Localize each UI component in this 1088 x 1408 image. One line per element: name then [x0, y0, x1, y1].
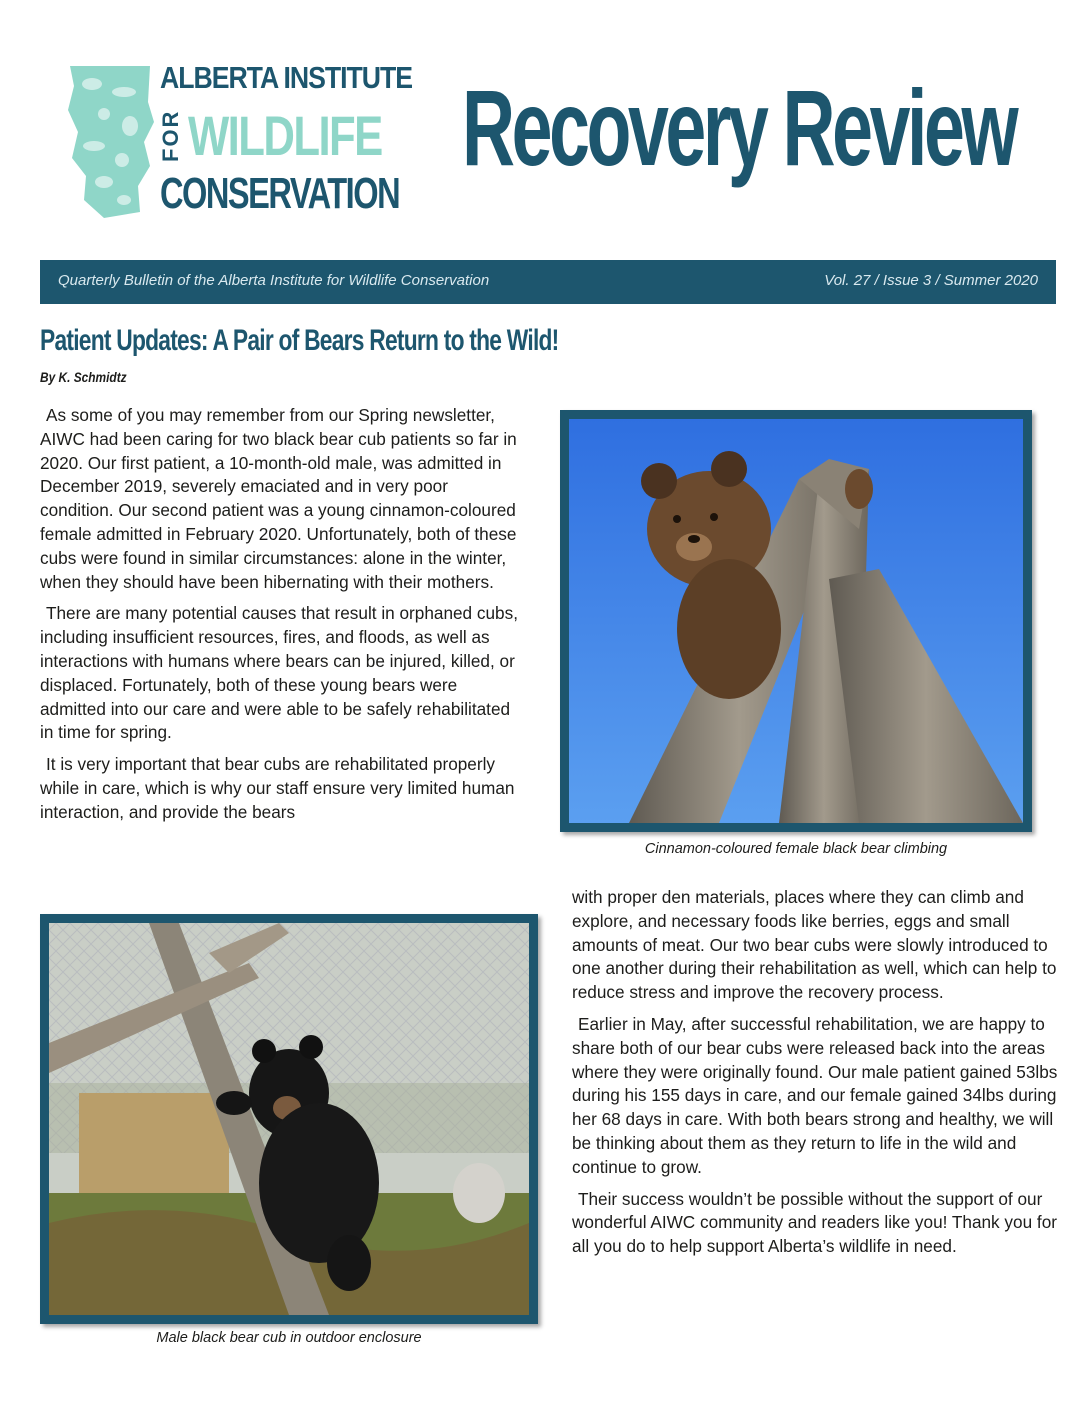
paragraph: There are many potential causes that result in orphaned cubs, including insufficient resources, fires, and floods, as well as interactions with humans where bears can be injured, killed, or displaced. Fortunately, both of these young bears were admitted into our care and were able to be safely rehabilitated in time for spring. [40, 603, 518, 743]
article-headline: Patient Updates: A Pair of Bears Return to the Wild! [40, 324, 559, 357]
article-byline: By K. Schmidtz [40, 369, 127, 385]
paragraph: with proper den materials, places where they can climb and explore, and necessary foods like berries, eggs and small amounts of meat. Our two bear cubs were slowly introduced to one another during their rehabilitation as well, which can help to reduce stress and improve the recovery process. [572, 887, 1057, 1003]
logo-wordmark [158, 60, 413, 220]
logo-for: FOR [158, 109, 183, 163]
masthead-title: Recovery Review [462, 67, 1016, 188]
article-column-left [40, 404, 524, 833]
bear-climbing-image [569, 419, 1023, 823]
photo1-caption: Cinnamon-coloured female black bear climbing [644, 841, 948, 857]
photo2-caption: Male black bear cub in outdoor enclosure [156, 1330, 422, 1346]
paragraph: Earlier in May, after successful rehabilitation, we are happy to share both of our bear cubs were released back into the areas where they were originally found. Our male patient gained 53lbs during his 155 days in care, and our female gained 34lbs during her 68 days in care. With both bears strong and healthy, we will be thinking about them as they return to life in the wild and continue to grow. [572, 1013, 1058, 1177]
logo-line-wildlife: WILDLIFE [188, 104, 382, 167]
paragraph: Their success wouldn’t be possible without the support of our wonderful AIWC community and readers like you! Thank you for all you do to help support Alberta’s wildlife in need. [572, 1188, 1057, 1257]
paragraph: As some of you may remember from our Spring newsletter, AIWC had been caring for two black bear cub patients so far in 2020. Our first patient, a 10-month-old male, was admitted in December 2019, severely emaciated and in very poor condition. Our second patient was a young cinnamon-coloured female admitted in February 2020. Unfortunately, both of these cubs were found in similar circumstances: alone in the winter, when they should have been hibernating with their mothers. [40, 405, 517, 592]
logo-line-alberta-institute: ALBERTA INSTITUTE [160, 60, 413, 95]
banner-issue-info: Vol. 27 / Issue 3 / Summer 2020 [824, 272, 1038, 289]
photo-male-bear-cub-enclosure [40, 914, 538, 1324]
logo-animal-silhouettes-icon [64, 62, 156, 220]
logo-line-conservation: CONSERVATION [160, 169, 400, 218]
banner-subtitle: Quarterly Bulletin of the Alberta Institute for Wildlife Conservation [58, 272, 490, 289]
article-column-right [572, 886, 1058, 1267]
photo-cinnamon-bear-climbing [560, 410, 1032, 832]
paragraph: It is very important that bear cubs are rehabilitated properly while in care, which is why our staff ensure very limited human interaction, and provide the bears [40, 754, 515, 822]
issue-banner [40, 260, 1056, 304]
bear-cub-enclosure-image [49, 923, 529, 1315]
